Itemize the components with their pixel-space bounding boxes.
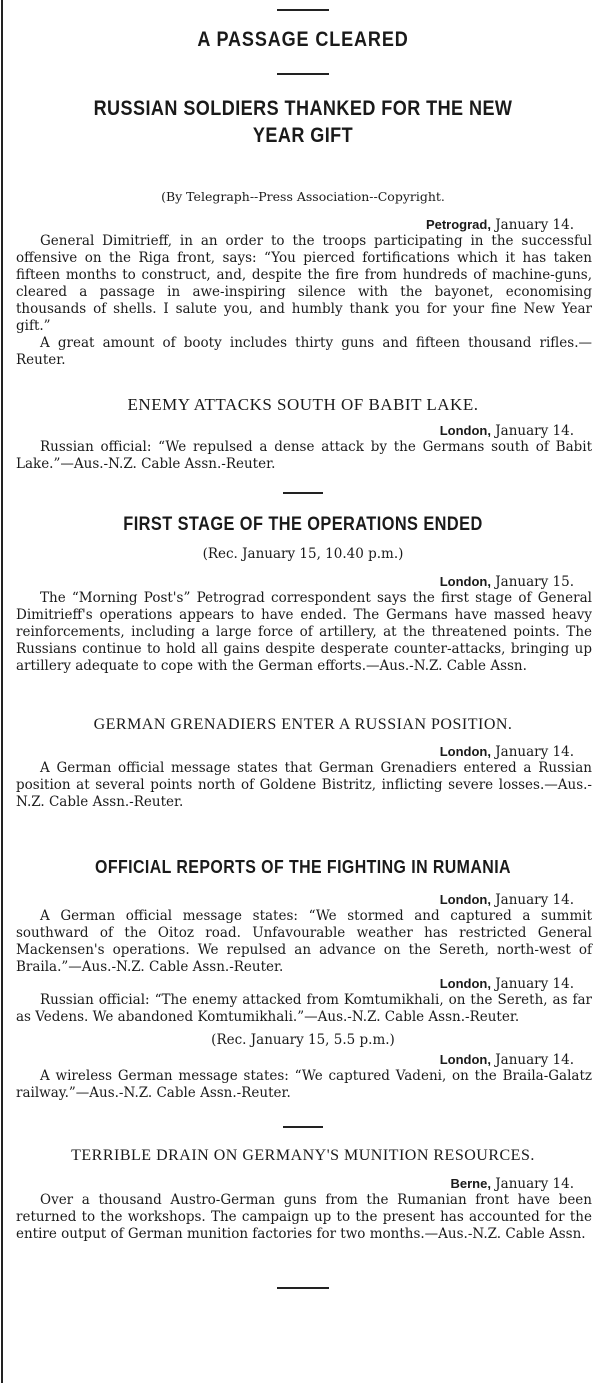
dateline-petrograd — [10, 217, 596, 233]
column-left-rule — [1, 0, 3, 1383]
article-paragraph: The “Morning Post's” Petrograd correspondent says the first stage of General Dimitrieff's operations appears to have ended. The Germans have massed heavy reinforcements, including a large force of artillery, at the threatened points. The Russians continue to hold all gains despite desperate counter-attacks, bringing up artillery adequate to cope with the German efforts.—Aus.-N.Z. Cable Assn. — [16, 590, 592, 674]
dateline-london — [10, 1052, 596, 1068]
newspaper-column — [10, 0, 596, 1289]
dateline-place: London, — [439, 976, 491, 991]
dateline-london — [10, 892, 596, 908]
subheadline-soldiers-thanked: RUSSIAN SOLDIERS THANKED FOR THE NEW YEAR GIFT — [93, 97, 513, 147]
dateline-london — [10, 423, 596, 439]
dateline-london — [10, 744, 596, 760]
dateline-date: January 14. — [495, 423, 574, 439]
dateline-place: London, — [439, 423, 491, 438]
dateline-date: January 14. — [495, 892, 574, 908]
dateline-date: January 14. — [495, 217, 574, 233]
dateline-place: London, — [439, 892, 491, 907]
dateline-place: London, — [439, 744, 491, 759]
article-paragraph: Over a thousand Austro-German guns from the Rumanian front have been returned to the workshops. The campaign up to the present has accounted for the entire output of German munition factories for two months.—Aus.-N.Z. Cable Assn. — [16, 1192, 592, 1242]
headline-munition-drain: TERRIBLE DRAIN ON GERMANY'S MUNITION RESOURCES. — [71, 1147, 535, 1164]
dateline-berne — [10, 1176, 596, 1192]
dateline-place: Berne, — [450, 1176, 491, 1191]
dateline-place: London, — [439, 1052, 491, 1067]
headline-grenadiers: GERMAN GRENADIERS ENTER A RUSSIAN POSITION. — [93, 716, 513, 733]
received-note: (Rec. January 15, 10.40 p.m.) — [202, 546, 404, 562]
article-paragraph: General Dimitrieff, in an order to the troops participating in the successful offensive on the Riga front, says: “You pierced fortifications which it has taken fifteen months to construct, and, despite the fire from hundreds of machine-guns, cleared a passage in awe-inspiring silence with the bayonet, economising thousands of shells. I salute you, and humbly thank you for your fine New Year gift.” — [16, 233, 592, 334]
article-paragraph: A German official message states that German Grenadiers entered a Russian position at several points north of Goldene Bistritz, inflicting severe losses.—Aus.-N.Z. Cable Assn.-Reuter. — [16, 760, 592, 810]
dateline-date: January 15. — [495, 574, 574, 590]
headline-babit-lake: ENEMY ATTACKS SOUTH OF BABIT LAKE. — [127, 395, 479, 414]
dateline-place: Petrograd, — [425, 217, 491, 232]
received-note: (Rec. January 15, 5.5 p.m.) — [211, 1032, 395, 1048]
article-paragraph: A great amount of booty includes thirty guns and fifteen thousand rifles.—Reuter. — [16, 335, 592, 368]
article-paragraph: A wireless German message states: “We captured Vadeni, on the Braila-Galatz railway.”—Aus.-N.Z. Cable Assn.-Reuter. — [16, 1068, 592, 1101]
dateline-london — [10, 976, 596, 992]
article-paragraph: Russian official: “The enemy attacked from Komtumikhali, on the Sereth, as far as Vedens. We abandoned Komtumikhali.”—Aus.-N.Z. Cable Assn.-Reuter. — [16, 992, 592, 1025]
dateline-place: London, — [439, 574, 491, 589]
bottom-divider — [277, 1287, 329, 1289]
divider — [283, 1126, 323, 1128]
headline-first-stage: FIRST STAGE OF THE OPERATIONS ENDED — [123, 514, 483, 535]
top-divider — [277, 9, 329, 11]
divider — [277, 73, 329, 75]
dateline-london — [10, 574, 596, 590]
press-credit: (By Telegraph--Press Association--Copyright. — [161, 189, 445, 204]
dateline-date: January 14. — [495, 744, 574, 760]
dateline-date: January 14. — [495, 1176, 574, 1192]
article-paragraph: Russian official: “We repulsed a dense attack by the Germans south of Babit Lake.”—Aus.-N.Z. Cable Assn.-Reuter. — [16, 439, 592, 472]
headline-rumania: OFFICIAL REPORTS OF THE FIGHTING IN RUMANIA — [95, 856, 511, 877]
article-paragraph: A German official message states: “We stormed and captured a summit southward of the Oitoz road. Unfavourable weather has restricted General Mackensen's operations. We repulsed an advance on the Sereth, north-west of Braila.”—Aus.-N.Z. Cable Assn.-Reuter. — [16, 908, 592, 975]
divider — [283, 492, 323, 494]
headline-passage-cleared: A PASSAGE CLEARED — [197, 28, 409, 51]
dateline-date: January 14. — [495, 976, 574, 992]
dateline-date: January 14. — [495, 1052, 574, 1068]
